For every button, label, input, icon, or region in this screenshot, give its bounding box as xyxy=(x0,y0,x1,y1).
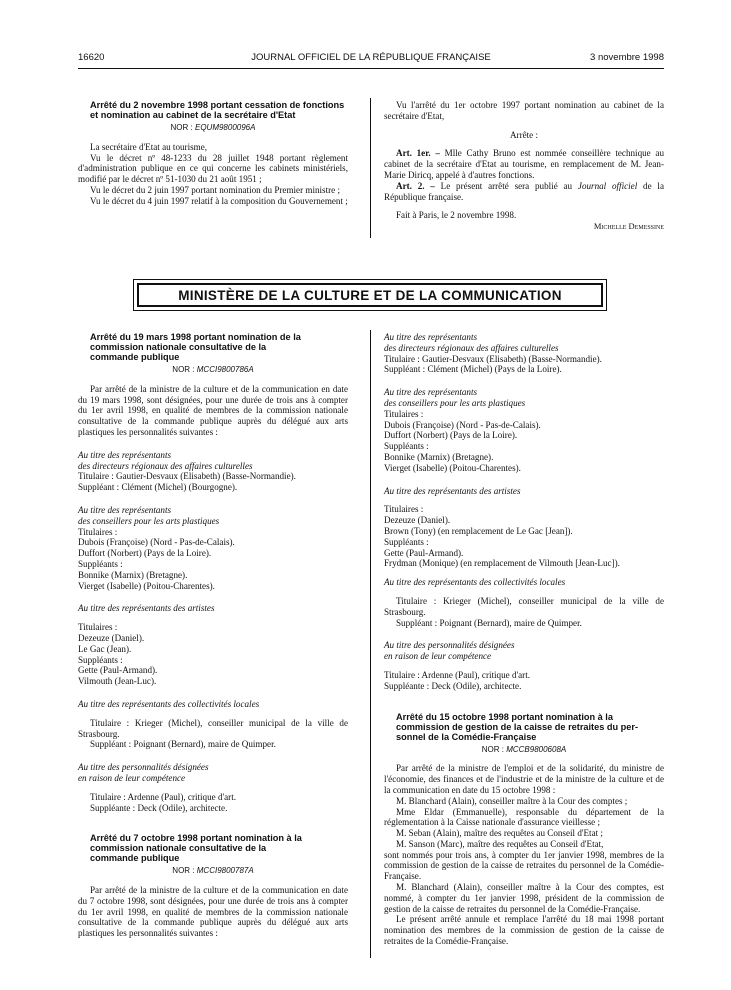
arrete-2-s5a: Titulaire : Ardenne (Paul), critique d'art. xyxy=(90,791,237,802)
nor-label: NOR : xyxy=(481,744,504,754)
arrete-4-p2: M. Blanchard (Alain), conseiller maître à la Cour des comptes ; xyxy=(396,795,628,806)
nor-code: MCCI9800787A xyxy=(196,866,254,876)
arrete-3-s2f: Vierget (Isabelle) (Poitou-Charentes). xyxy=(384,462,521,473)
arrete-4-p8: Le présent arrêté annule et remplace l'arrêté du 18 mai 1998 portant nomination des membres de la commission de gestion de la caisse de retraites de la Comédie-Française. xyxy=(384,914,664,947)
arrete-2-s3b: Dezeuze (Daniel). xyxy=(78,632,145,643)
arrete-3-title-line-2: commission nationale consultative de la xyxy=(90,843,267,854)
nor-code: MCCB9800608A xyxy=(506,744,567,754)
nor-label: NOR : xyxy=(172,365,195,374)
nor-code: MCCI9800786A xyxy=(196,365,254,374)
arrete-2-s4b: Suppléant : Poignant (Bernard), maire de Quimper. xyxy=(90,739,276,750)
arrete-2-intro: Par arrêté de la ministre de la culture et de la communication en date du 19 mars 1998, sont désignées, pour une durée de trois ans à compter du 1er avril 1998, en qualité de membres de la commission nationale consultative de la commande publique auprès du délégué aux arts plastiques les personnalités suivantes : xyxy=(78,383,348,437)
arrete-2-s3d: Suppléants : xyxy=(78,654,123,665)
arrete-3-title-line-1: Arrêté du 7 octobre 1998 portant nomination à la xyxy=(90,833,302,844)
arrete-2-nor xyxy=(78,365,348,376)
arrete-4-p1: Par arrêté de la ministre de l'emploi et de la solidarité, du ministre de l'économie, des finances et de l'industrie et de la ministre de la culture et de la communication en date du 15 octobre 1998 : xyxy=(384,763,664,795)
arrete-3-h2a: Au titre des représentants xyxy=(384,387,478,398)
arrete-3-s5a: Titulaire : Ardenne (Paul), critique d'art. xyxy=(384,669,531,680)
arrete-1-left xyxy=(78,100,348,207)
arrete-2-title-line-2: commission nationale consultative de la xyxy=(90,342,267,352)
arrete-1-fait: Fait à Paris, le 2 novembre 1998. xyxy=(396,210,517,221)
art2-text-a: Le présent arrêté sera publié au xyxy=(440,180,573,191)
arrete-4-p6: sont nommés pour trois ans, à compter du 1er janvier 1998, membres de la commission de gestion de la caisse de retraites du personnel de la Comédie-Française. xyxy=(384,849,664,882)
arrete-3-s2b: Dubois (Françoise) (Nord - Pas-de-Calais). xyxy=(384,419,541,430)
arrete-1-art1 xyxy=(384,148,664,180)
arrete-3-h1b: des directeurs régionaux des affaires culturelles xyxy=(384,342,559,353)
arrete-2-title-line-1: Arrêté du 19 mars 1998 portant nomination de la xyxy=(90,332,301,342)
arrete-1-right xyxy=(384,100,664,232)
arrete-3-title-line-3: commande publique xyxy=(90,853,180,864)
arrete-2-s2b: Dubois (Françoise) (Nord - Pas-de-Calais). xyxy=(78,537,235,548)
arrete-2-s3f: Vilmouth (Jean-Luc). xyxy=(78,676,157,687)
column-divider-main xyxy=(370,330,371,958)
arrete-3-h1a: Au titre des représentants xyxy=(384,332,478,342)
right-column xyxy=(384,332,664,947)
arrete-3-h5b: en raison de leur compétence xyxy=(384,651,492,662)
arrete-2-h1b: des directeurs régionaux des affaires culturelles xyxy=(78,460,253,471)
arrete-3-s2a: Titulaires : xyxy=(384,408,424,419)
arrete-2-h4: Au titre des représentants des collectivités locales xyxy=(78,698,260,709)
arrete-3-h5a: Au titre des personnalités désignées xyxy=(384,640,515,651)
nor-label: NOR : xyxy=(172,866,195,876)
art2-text-b: Journal officiel xyxy=(577,180,638,191)
arrete-2-h5a: Au titre des personnalités désignées xyxy=(78,762,209,773)
arrete-2-h3: Au titre des représentants des artistes xyxy=(78,603,215,614)
left-column xyxy=(78,332,348,939)
arrete-3-h3: Au titre des représentants des artistes xyxy=(384,485,521,496)
arrete-3-s2e: Bonnike (Marnix) (Bretagne). xyxy=(384,451,494,462)
arrete-2-s2a: Titulaires : xyxy=(78,526,118,537)
arrete-4-title-line-1: Arrêté du 15 octobre 1998 portant nomination à la xyxy=(396,711,613,722)
arrete-1-p3: Vu le décret du 2 juin 1997 portant nomination du Premier ministre ; xyxy=(90,184,340,195)
arrete-2-s1a: Titulaire : Gautier-Desvaux (Elisabeth) (Basse-Normandie). xyxy=(78,471,296,482)
ministry-banner: MINISTÈRE DE LA CULTURE ET DE LA COMMUNICATION xyxy=(137,283,603,307)
arrete-3-nor xyxy=(78,866,348,877)
arrete-2-s3e: Gette (Paul-Armand). xyxy=(78,665,158,676)
nor-label: NOR : xyxy=(170,123,193,132)
arrete-2-s4a: Titulaire : Krieger (Michel), conseiller municipal de la ville de Strasbourg. xyxy=(78,717,348,739)
art2-label: Art. 2. – xyxy=(396,180,435,191)
arrete-1-signature: Michelle Demessine xyxy=(593,221,664,232)
art2-text-c: de la République française. xyxy=(384,180,664,202)
arrete-1-p1: La secrétaire d'Etat au tourisme, xyxy=(90,141,208,152)
header-rule xyxy=(78,68,664,69)
art1-label: Art. 1er. – xyxy=(396,148,440,159)
arrete-3-s3c: Brown (Tony) (en remplacement de Le Gac [Jean]). xyxy=(384,525,573,536)
arrete-3-s2c: Duffort (Norbert) (Pays de la Loire). xyxy=(384,430,518,441)
arrete-3-s4b: Suppléant : Poignant (Bernard), maire de Quimper. xyxy=(396,617,582,628)
arrete-4-nor xyxy=(384,745,664,756)
arrete-2-s2c: Duffort (Norbert) (Pays de la Loire). xyxy=(78,548,212,559)
page-header xyxy=(78,52,664,66)
arrete-1-nor xyxy=(78,123,348,134)
arrete-3-s5b: Suppléante : Deck (Odile), architecte. xyxy=(384,680,522,691)
arrete-1-p2: Vu le décret nº 48-1233 du 28 juillet 1948 portant règlement d'administration publique en ce qui concerne les cabinets ministériels, modifié par le décret nº 51-1030 du 21 août 1951 ; xyxy=(78,152,348,185)
arrete-3-intro: Par arrêté de la ministre de la culture et de la communication en date du 7 octobre 1998, sont désignées, pour une durée de trois ans à compter du 1er avril 1998, en qualité de membres de la commission nationale consultative de la commande publique auprès du délégué aux arts plastiques les personnalités suivantes : xyxy=(78,885,348,939)
arrete-2-s3c: Le Gac (Jean). xyxy=(78,643,132,654)
arrete-2-s1b: Suppléant : Clément (Michel) (Bourgogne). xyxy=(78,482,238,493)
arrete-4-p4: M. Seban (Alain), maître des requêtes au Conseil d'Etat ; xyxy=(396,828,603,839)
arrete-3-s3a: Titulaires : xyxy=(384,504,424,515)
page-number: 16620 xyxy=(78,52,105,63)
arrete-2-s2e: Bonnike (Marnix) (Bretagne). xyxy=(78,569,188,580)
arrete-2-s5b: Suppléante : Deck (Odile), architecte. xyxy=(90,802,228,813)
art1-text: Mlle Cathy Bruno est nommée conseillère technique au cabinet de la secrétaire d'Etat au tourisme, en remplacement de M. Jean-Marie Diricq, appelé à d'autres fonctions. xyxy=(384,148,664,180)
arrete-4-title-line-3: sonnel de la Comédie-Française xyxy=(396,731,537,742)
arrete-1-title-line-2: et nomination au cabinet de la secrétaire d'Etat xyxy=(90,110,296,120)
arrete-1-p5: Vu l'arrêté du 1er octobre 1997 portant nomination au cabinet de la secrétaire d'Etat, xyxy=(384,100,664,121)
arrete-2-h2b: des conseillers pour les arts plastiques xyxy=(78,515,220,526)
arrete-1-arrete: Arrête : xyxy=(509,129,539,140)
arrete-2-title-line-3: commande publique xyxy=(90,352,180,362)
arrete-4-p7: M. Blanchard (Alain), conseiller maître à la Cour des comptes, est nommé, à compter du 1er janvier 1998, président de la commission de gestion de la caisse de retraites du personnel de la Comédie-Française. xyxy=(384,882,664,914)
arrete-3-h2b: des conseillers pour les arts plastiques xyxy=(384,397,526,408)
arrete-3-s2d: Suppléants : xyxy=(384,441,429,452)
arrete-4-p3: Mme Eldar (Emmanuelle), responsable du département de la réglementation à la Caisse nationale d'assurance vieillesse ; xyxy=(384,806,664,828)
issue-date: 3 novembre 1998 xyxy=(590,52,664,63)
arrete-3-s3e: Gette (Paul-Armand). xyxy=(384,547,464,558)
arrete-1-art2 xyxy=(384,181,664,203)
nor-code: EQUM9800096A xyxy=(194,123,256,132)
arrete-4-title-line-2: commission de gestion de la caisse de retraites du per- xyxy=(396,721,639,732)
journal-title: JOURNAL OFFICIEL DE LA RÉPUBLIQUE FRANÇAISE xyxy=(251,52,491,63)
column-divider-top xyxy=(370,98,371,238)
arrete-2-s2d: Suppléants : xyxy=(78,558,123,569)
arrete-3-s3f: Frydman (Monique) (en remplacement de Vilmouth [Jean-Luc]). xyxy=(384,558,620,569)
arrete-2-h2a: Au titre des représentants xyxy=(78,504,172,515)
arrete-3-s1a: Titulaire : Gautier-Desvaux (Elisabeth) (Basse-Normandie). xyxy=(384,353,602,364)
arrete-3-s3d: Suppléants : xyxy=(384,536,429,547)
arrete-4-p5: M. Sanson (Marc), maître des requêtes au Conseil d'Etat, xyxy=(396,838,604,849)
arrete-2-h5b: en raison de leur compétence xyxy=(78,772,186,783)
arrete-3-s3b: Dezeuze (Daniel). xyxy=(384,515,451,526)
arrete-2-s2f: Vierget (Isabelle) (Poitou-Charentes). xyxy=(78,580,215,591)
arrete-3-h4: Au titre des représentants des collectivités locales xyxy=(384,577,566,588)
arrete-1-title-line-1: Arrêté du 2 novembre 1998 portant cessation de fonctions xyxy=(90,100,345,110)
arrete-1-p4: Vu le décret du 4 juin 1997 relatif à la composition du Gouvernement ; xyxy=(90,195,348,206)
arrete-2-h1a: Au titre des représentants xyxy=(78,449,172,460)
arrete-3-s1b: Suppléant : Clément (Michel) (Pays de la Loire). xyxy=(384,364,562,375)
arrete-2-s3a: Titulaires : xyxy=(78,622,118,633)
arrete-3-s4a: Titulaire : Krieger (Michel), conseiller municipal de la ville de Strasbourg. xyxy=(384,595,664,617)
